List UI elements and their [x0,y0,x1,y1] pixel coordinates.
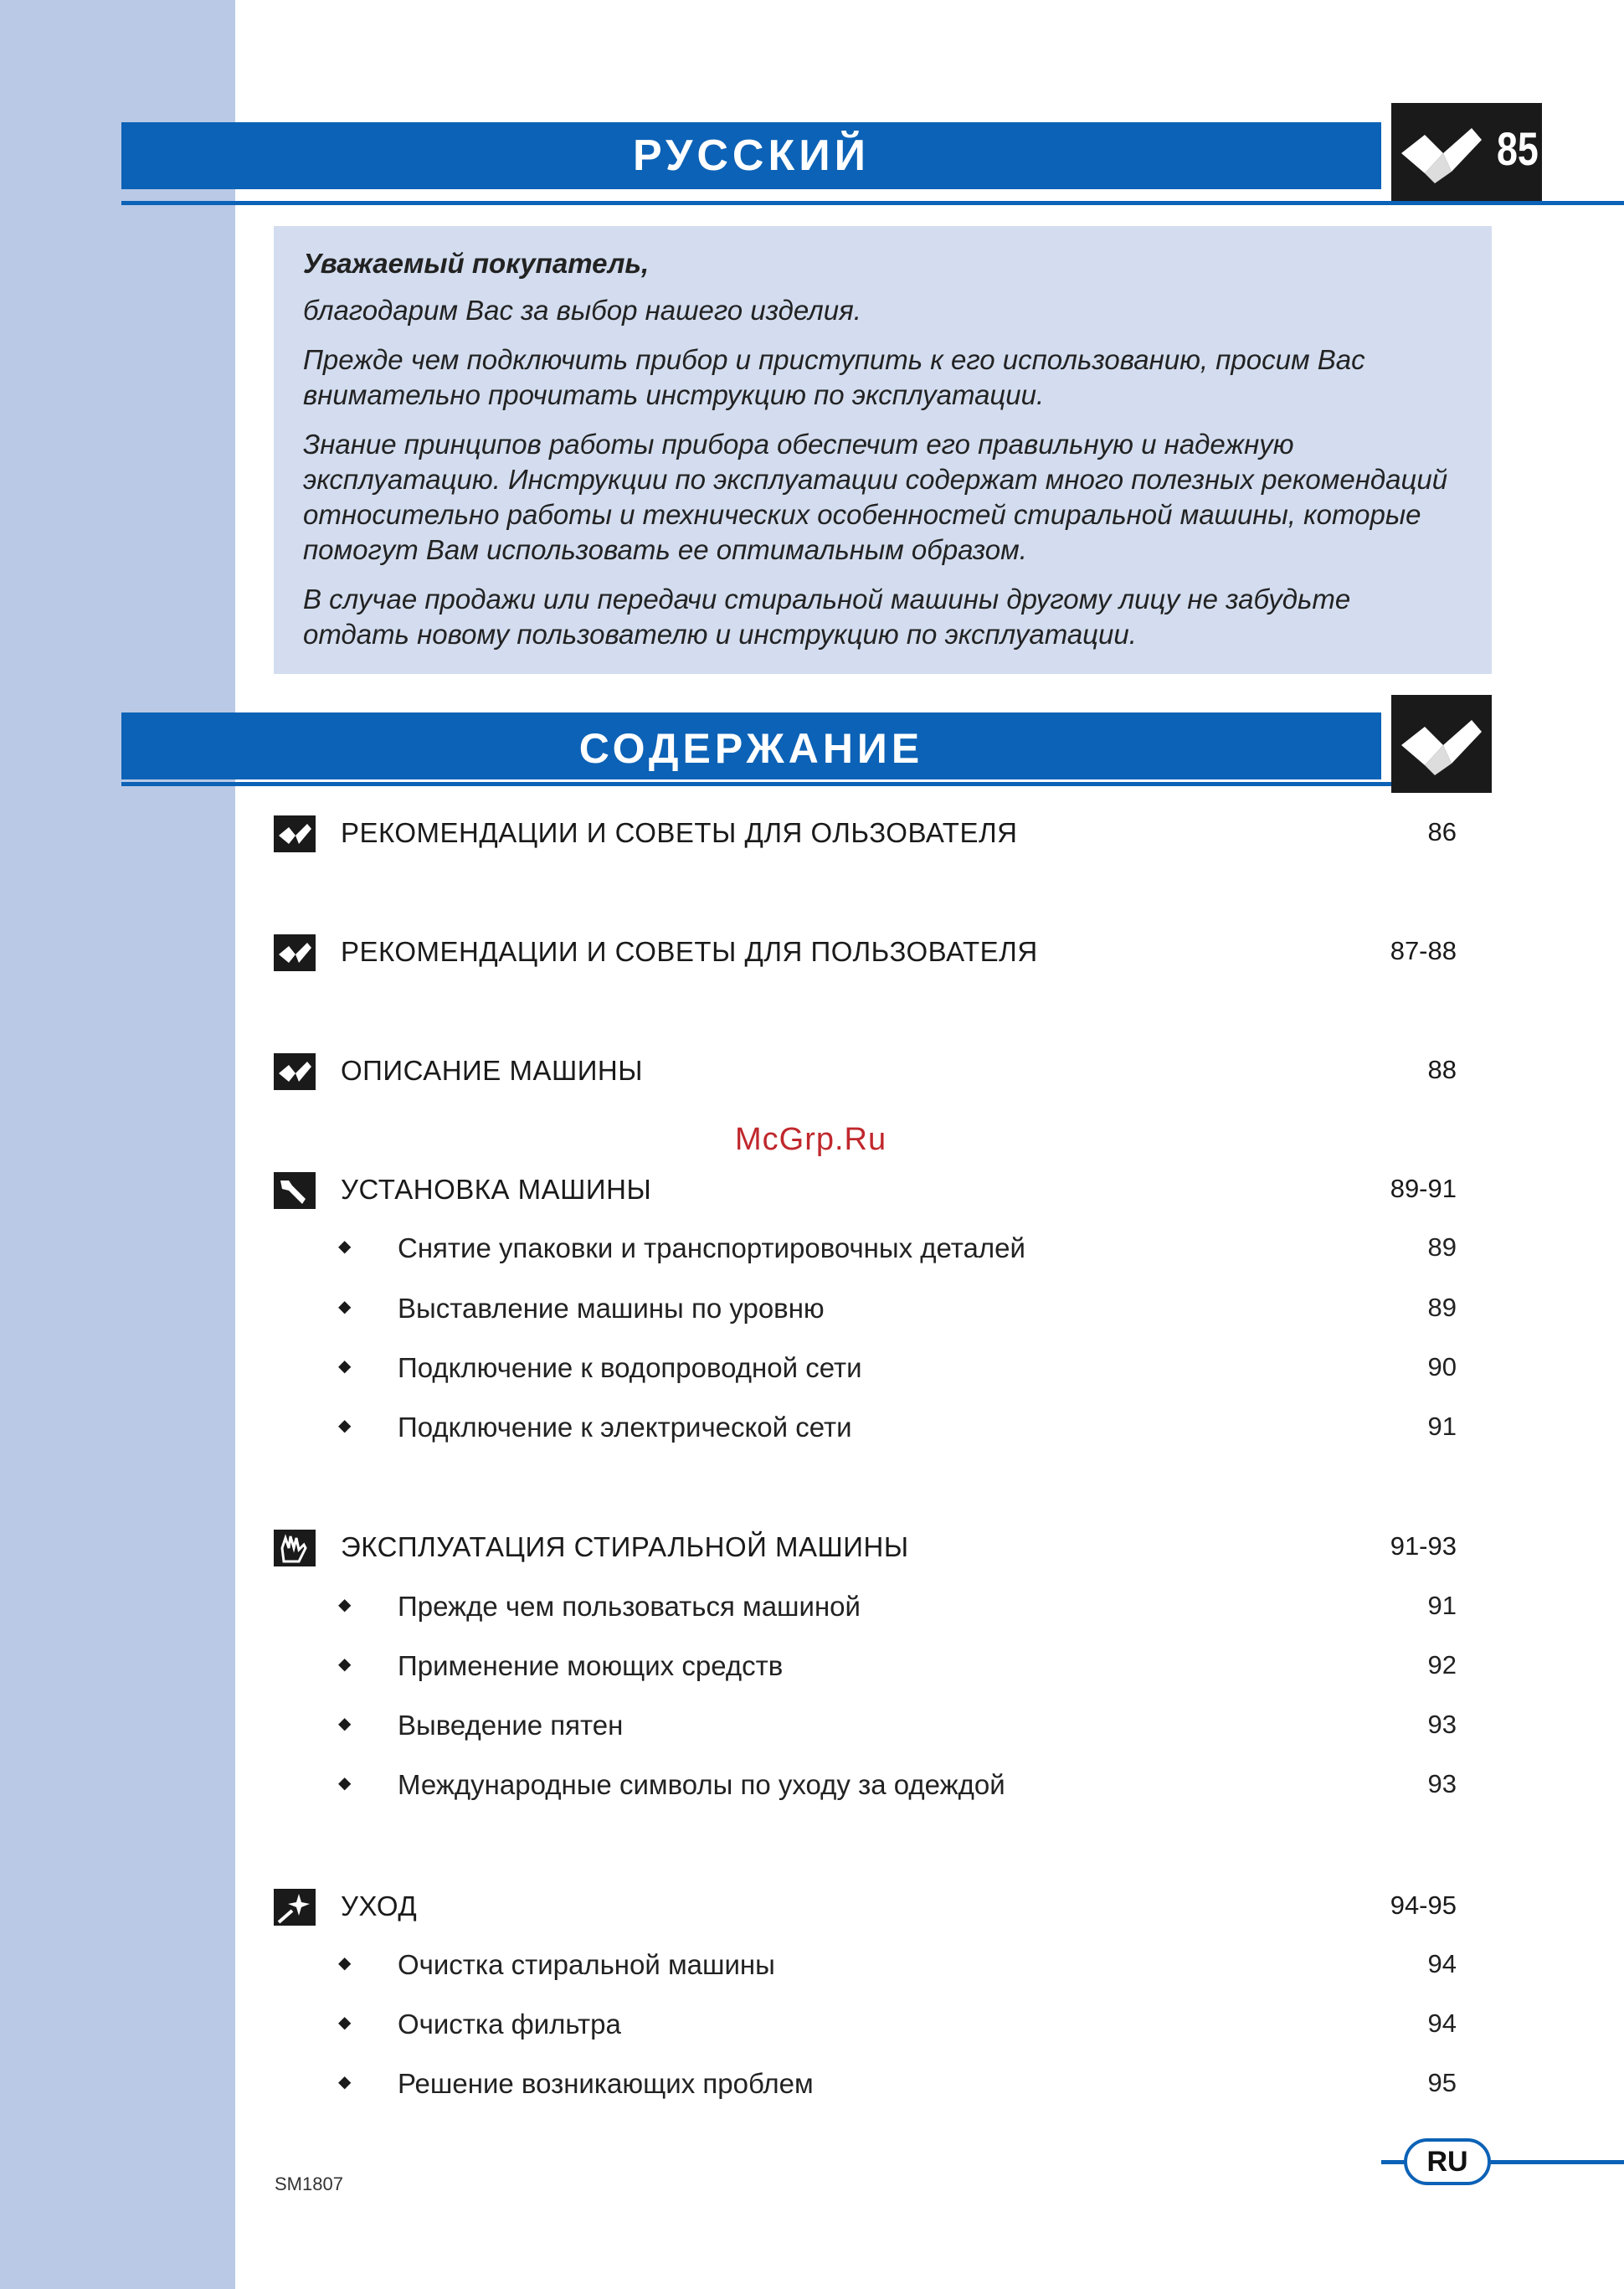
toc-section-title: ЭКСПЛУАТАЦИЯ СТИРАЛЬНОЙ МАШИНЫ [341,1531,909,1562]
contents-title: СОДЕРЖАНИЕ [578,725,924,772]
toc-item-page: 91 [1427,1591,1457,1620]
toc-item[interactable] [274,1647,1457,1685]
toc-item[interactable] [274,2005,1457,2044]
toc-item-title: Выставление машины по уровню [398,1293,825,1324]
toc-item-title: Решение возникающих проблем [398,2068,814,2099]
diamond-bullet-icon: ◆ [338,1715,352,1733]
intro-paragraph: Знание принципов работы прибора обеспечит его правильную и надежную эксплуатацию. Инструкции по эксплуатации содержат много полезных рекомендаций относительно работы и технических особенностей стиральной машины, которые помогут Вам использовать ее оптимальным образом. [303,429,1448,565]
toc-item-title: Очистка фильтра [398,2009,621,2040]
book-icon [274,1053,316,1090]
toc-section[interactable] [274,812,1457,854]
wrench-icon [274,1172,316,1209]
intro-paragraph: благодарим Вас за выбор нашего изделия. [303,295,861,326]
toc-item[interactable] [274,1587,1457,1626]
watermark: McGrp.Ru [735,1122,887,1157]
toc-item-page: 92 [1427,1650,1457,1679]
page-number: 85 [1497,122,1539,175]
toc-section-page: 87-88 [1390,936,1457,965]
toc-item-title: Подключение к электрической сети [398,1412,852,1443]
toc-section[interactable] [274,1885,1457,1927]
contents-rule [121,782,1492,786]
language-badge: RU [1404,2138,1491,2185]
toc-item-page: 94 [1427,1949,1457,1978]
toc-item-title: Выведение пятен [398,1710,624,1741]
toc-item-page: 94 [1427,2009,1457,2038]
toc-section-page: 91-93 [1390,1531,1457,1561]
intro-paragraph: Прежде чем подключить прибор и приступить к его использованию, просим Вас внимательно прочитать инструкцию по эксплуатации. [303,344,1365,410]
toc-section-title: УХОД [341,1890,418,1921]
side-strip [0,0,235,2289]
toc-item[interactable] [274,1289,1457,1328]
toc-item-title: Международные символы по уходу за одеждой [398,1769,1005,1800]
diamond-bullet-icon: ◆ [338,1237,352,1256]
hand-icon [274,1530,316,1566]
toc-item-page: 91 [1427,1412,1457,1441]
toc-item-page: 89 [1427,1232,1457,1262]
diamond-bullet-icon: ◆ [338,1774,352,1793]
book-icon [274,815,316,852]
toc-item-page: 95 [1427,2068,1457,2097]
diamond-bullet-icon: ◆ [338,1357,352,1376]
toc-section[interactable] [274,1169,1457,1211]
toc-item-page: 93 [1427,1710,1457,1739]
toc-section-title: РЕКОМЕНДАЦИИ И СОВЕТЫ ДЛЯ ОЛЬЗОВАТЕЛЯ [341,817,1018,848]
book-icon [274,934,316,971]
header-rule [121,201,1624,205]
toc-item[interactable] [274,1706,1457,1745]
language-header-band [121,122,1381,189]
toc-section[interactable] [274,1526,1457,1568]
toc-section[interactable] [274,1050,1457,1092]
toc-section-page: 89-91 [1390,1174,1457,1203]
toc-section-title: РЕКОМЕНДАЦИИ И СОВЕТЫ ДЛЯ ПОЛЬЗОВАТЕЛЯ [341,936,1038,967]
toc-item-title: Очистка стиральной машины [398,1949,775,1980]
diamond-bullet-icon: ◆ [338,2014,352,2032]
toc-section-page: 86 [1427,817,1457,846]
diamond-bullet-icon: ◆ [338,1954,352,1973]
intro-box [274,226,1492,674]
book-icon [1391,103,1492,201]
book-icon [1391,695,1492,793]
toc-item-title: Подключение к водопроводной сети [398,1352,862,1383]
toc-section-title: ОПИСАНИЕ МАШИНЫ [341,1055,643,1086]
toc-item-title: Применение моющих средств [398,1650,784,1681]
toc-item[interactable] [274,1946,1457,1984]
diamond-bullet-icon: ◆ [338,1655,352,1674]
toc-item[interactable] [274,2065,1457,2103]
toc-item-page: 89 [1427,1293,1457,1322]
toc-item-title: Снятие упаковки и транспортировочных деталей [398,1232,1025,1263]
contents-header-band [121,712,1381,779]
toc-item-title: Прежде чем пользоваться машиной [398,1591,861,1622]
intro-paragraph: В случае продажи или передачи стиральной машины другому лицу не забудьте отдать новому пользователю и инструкцию по эксплуатации. [303,584,1351,650]
toc-item[interactable] [274,1766,1457,1804]
diamond-bullet-icon: ◆ [338,1417,352,1435]
toc-item-page: 93 [1427,1769,1457,1798]
toc-section-title: УСТАНОВКА МАШИНЫ [341,1174,652,1205]
intro-greeting: Уважаемый покупатель, [303,248,650,279]
sparkle-icon [274,1889,316,1926]
document-code: SM1807 [275,2173,343,2194]
toc-item[interactable] [274,1229,1457,1268]
language-title: РУССКИЙ [633,131,870,180]
toc-item[interactable] [274,1349,1457,1387]
toc-section-page: 94-95 [1390,1890,1457,1920]
toc-section[interactable] [274,931,1457,973]
diamond-bullet-icon: ◆ [338,2073,352,2091]
diamond-bullet-icon: ◆ [338,1298,352,1316]
toc-item[interactable] [274,1408,1457,1447]
diamond-bullet-icon: ◆ [338,1596,352,1614]
toc-item-page: 90 [1427,1352,1457,1381]
toc-section-page: 88 [1427,1055,1457,1084]
